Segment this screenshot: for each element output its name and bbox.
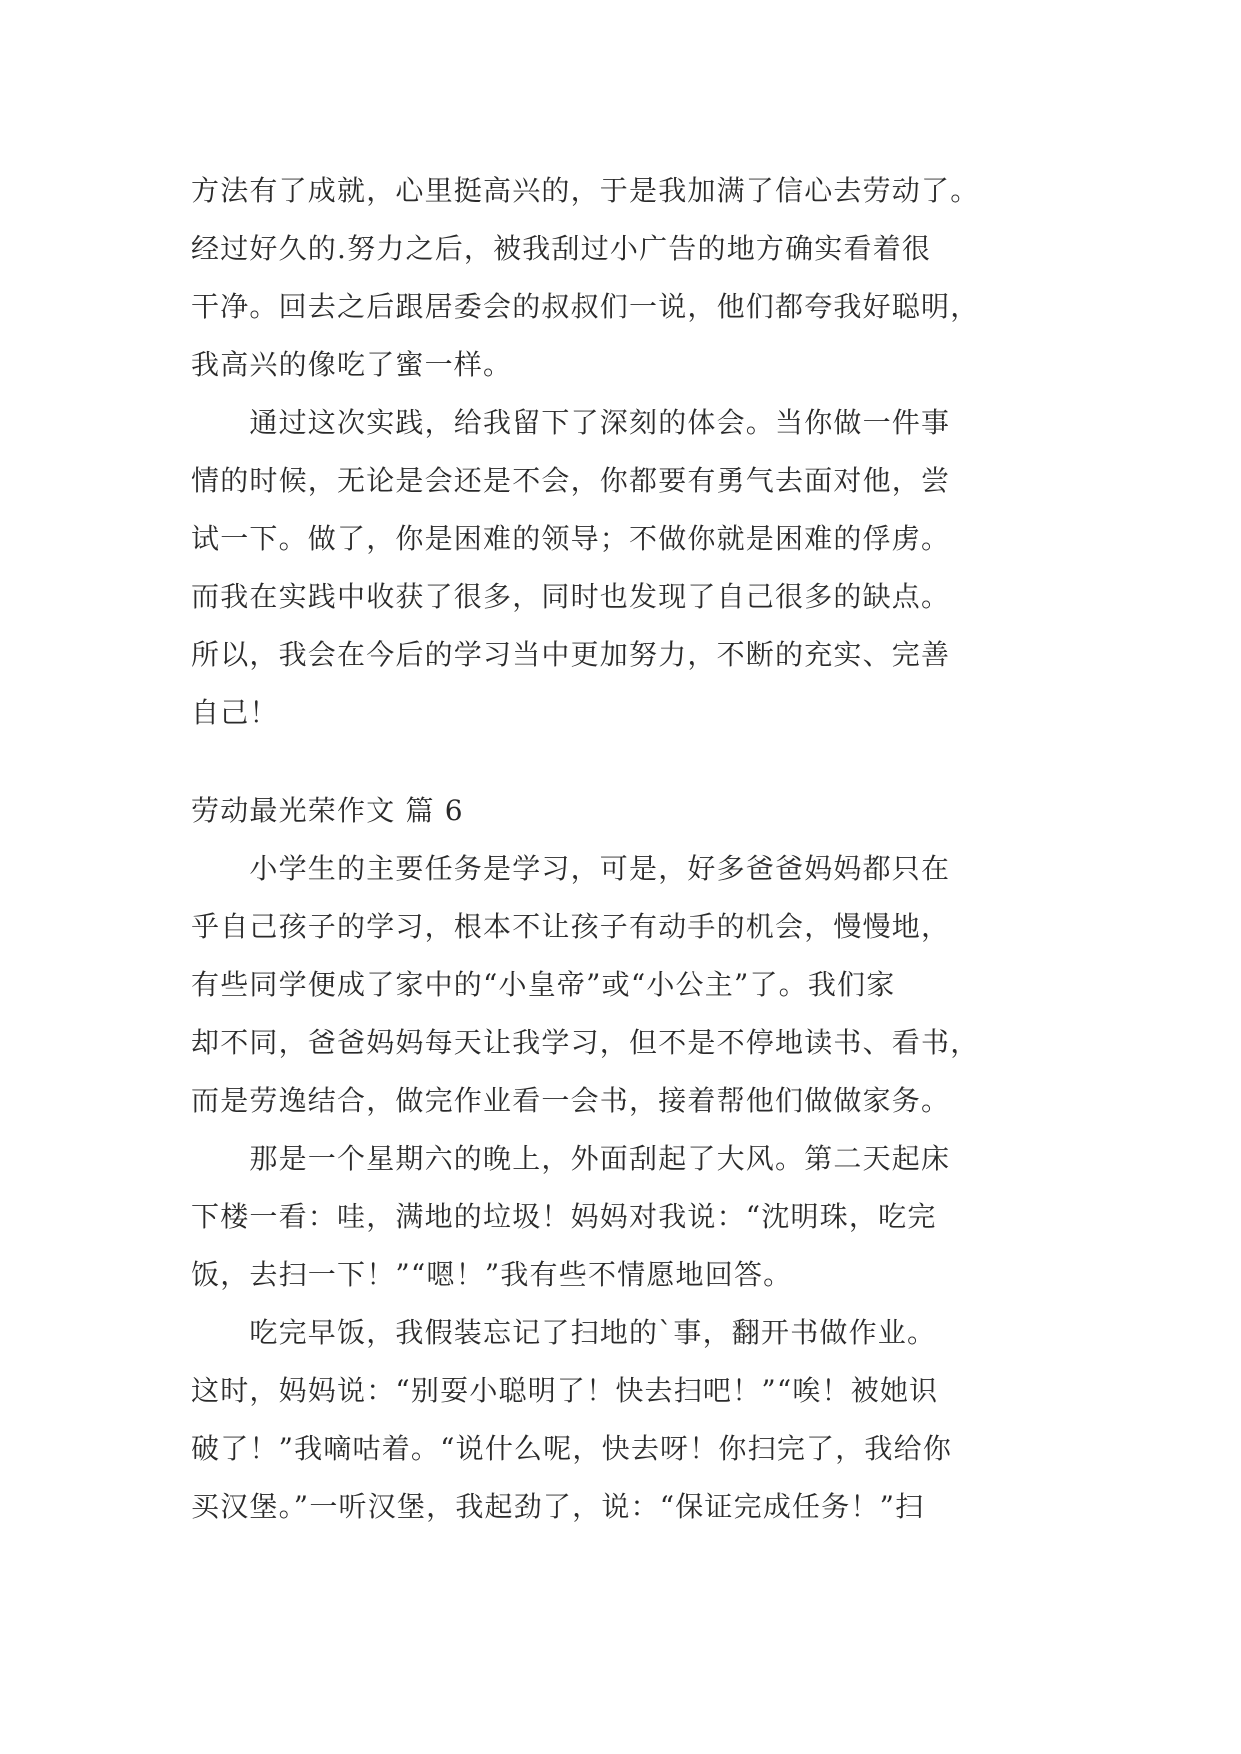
text-line: 有些同学便成了家中的“小皇帝”或“小公主”了。我们家 — [191, 968, 896, 1001]
text-line: 这时，妈妈说：“别耍小聪明了！快去扫吧！”“唉！被她识 — [191, 1374, 939, 1407]
text-line: 通过这次实践，给我留下了深刻的体会。当你做一件事 — [191, 406, 951, 439]
text-line: 吃完早饭，我假装忘记了扫地的`事，翻开书做作业。 — [191, 1316, 937, 1349]
text-line: 我高兴的像吃了蜜一样。 — [191, 348, 513, 381]
text-line: 破了！”我嘀咕着。“说什么呢，快去呀！你扫完了，我给你 — [191, 1432, 953, 1465]
text-line: 而我在实践中收获了很多，同时也发现了自己很多的缺点。 — [191, 580, 951, 613]
text-line: 经过好久的.努力之后，被我刮过小广告的地方确实看着很 — [191, 232, 932, 265]
text-line: 下楼一看：哇，满地的垃圾！妈妈对我说：“沈明珠，吃完 — [191, 1200, 937, 1233]
text-line: 自己！ — [191, 696, 279, 729]
text-line: 买汉堡。”一听汉堡，我起劲了，说：“保证完成任务！”扫 — [191, 1490, 925, 1523]
text-line: 饭，去扫一下！”“嗯！”我有些不情愿地回答。 — [191, 1258, 793, 1291]
essay-continuation — [191, 162, 1071, 742]
text-line: 小学生的主要任务是学习，可是，好多爸爸妈妈都只在 — [191, 852, 951, 885]
text-line: 乎自己孩子的学习，根本不让孩子有动手的机会，慢慢地， — [191, 910, 951, 943]
text-line: 情的时候，无论是会还是不会，你都要有勇气去面对他，尝 — [191, 464, 951, 497]
text-line: 干净。回去之后跟居委会的叔叔们一说，他们都夸我好聪明， — [191, 290, 980, 323]
text-line: 所以，我会在今后的学习当中更加努力，不断的充实、完善 — [191, 638, 951, 671]
text-line: 那是一个星期六的晚上，外面刮起了大风。第二天起床 — [191, 1142, 951, 1175]
text-line: 试一下。做了，你是困难的领导；不做你就是困难的俘虏。 — [191, 522, 951, 555]
text-line: 却不同，爸爸妈妈每天让我学习，但不是不停地读书、看书， — [191, 1026, 980, 1059]
text-line: 方法有了成就，心里挺高兴的，于是我加满了信心去劳动了。 — [191, 174, 980, 207]
document-body — [191, 162, 1071, 1536]
section-heading: 劳动最光荣作文 篇 6 — [191, 794, 464, 827]
section-gap — [191, 742, 1071, 782]
essay-section-6 — [191, 840, 1071, 1536]
text-line: 而是劳逸结合，做完作业看一会书，接着帮他们做做家务。 — [191, 1084, 951, 1117]
